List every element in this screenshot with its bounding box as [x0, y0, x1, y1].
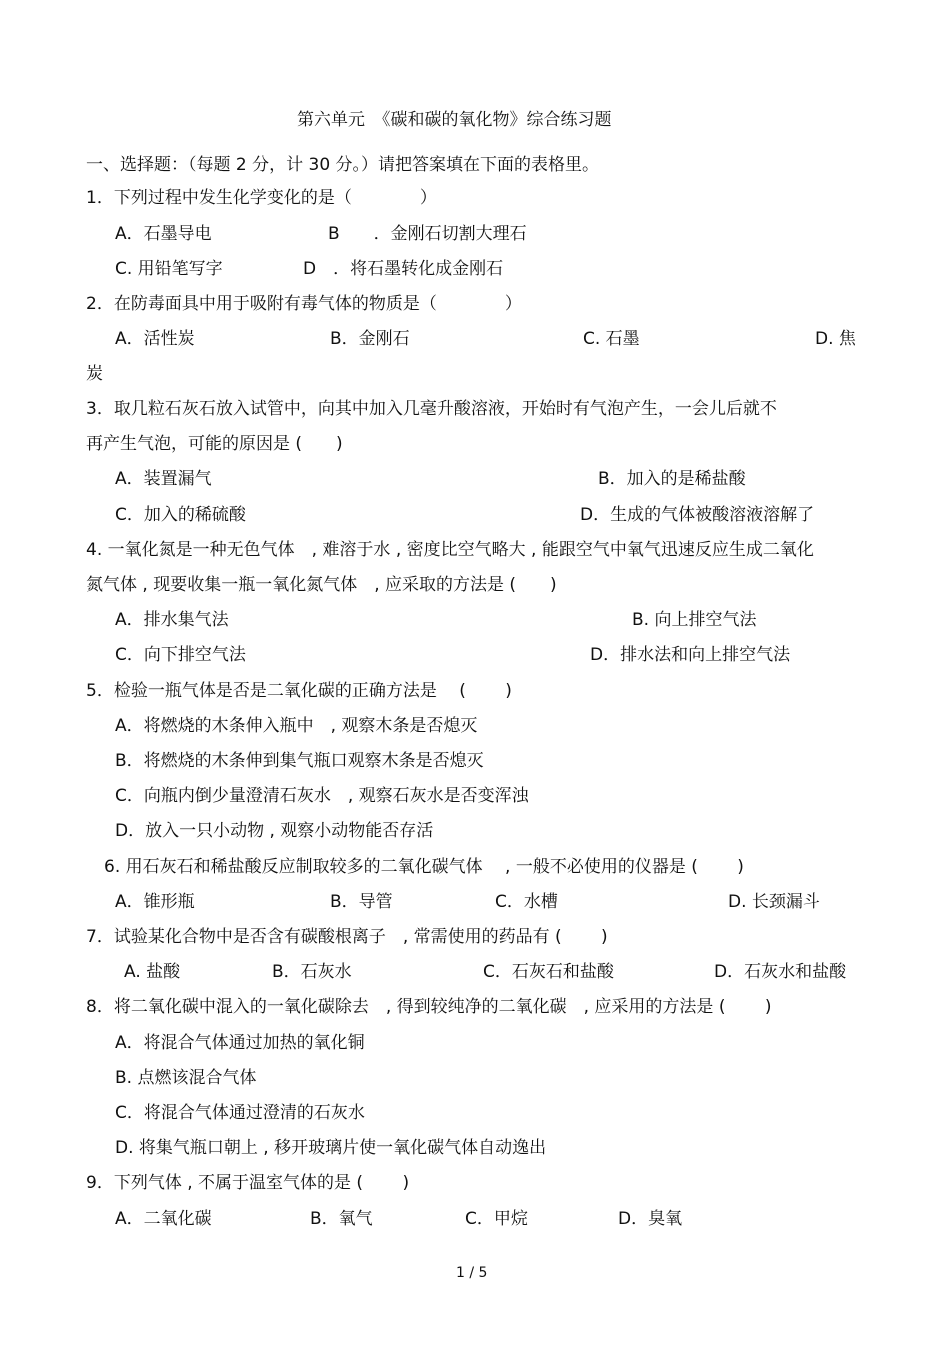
question-4-option-c: C．向下排空气法 — [115, 645, 246, 665]
question-4-stem-line-1: 4. 一氧化氮是一种无色气体 , 难溶于水 , 密度比空气略大 , 能跟空气中氧气迅速反应生成二氧化 — [86, 540, 814, 560]
question-3-stem-line-2: 再产生气泡，可能的原因是 ( ) — [86, 434, 343, 454]
question-5-option-a: A．将燃烧的木条伸入瓶中 , 观察木条是否熄灭 — [115, 716, 478, 736]
question-3-option-a: A．装置漏气 — [115, 469, 212, 489]
question-2-stem: 2．在防毒面具中用于吸附有毒气体的物质是（ ） — [86, 294, 522, 314]
question-9-stem: 9．下列气体 , 不属于温室气体的是 ( ) — [86, 1173, 410, 1193]
question-7-option-c: C．石灰石和盐酸 — [483, 962, 614, 982]
question-9-option-c: C．甲烷 — [465, 1209, 528, 1229]
question-7-option-a: A. 盐酸 — [124, 962, 181, 982]
question-1-stem: 1．下列过程中发生化学变化的是（ ） — [86, 188, 437, 208]
question-7-stem: 7．试验某化合物中是否含有碳酸根离子 , 常需使用的药品有 ( ) — [86, 927, 608, 947]
question-4-option-a: A．排水集气法 — [115, 610, 229, 630]
question-5-option-d: D．放入一只小动物 , 观察小动物能否存活 — [115, 821, 434, 841]
question-8-option-c: C．将混合气体通过澄清的石灰水 — [115, 1103, 365, 1123]
page-title: 第六单元 《碳和碳的氧化物》综合练习题 — [297, 110, 612, 130]
section-heading: 一、选择题：（每题 2 分，计 30 分。）请把答案填在下面的表格里。 — [86, 155, 600, 175]
question-6-option-b: B．导管 — [330, 892, 393, 912]
question-1-option-a: A．石墨导电 — [115, 224, 212, 244]
question-2-option-b: B．金刚石 — [330, 329, 410, 349]
question-5-option-b: B．将燃烧的木条伸到集气瓶口观察木条是否熄灭 — [115, 751, 484, 771]
question-2-option-d-wrap: 炭 — [86, 364, 103, 384]
question-8-option-b: B. 点燃该混合气体 — [115, 1068, 257, 1088]
question-9-option-a: A．二氧化碳 — [115, 1209, 212, 1229]
question-4-stem-line-2: 氮气体 , 现要收集一瓶一氧化氮气体 , 应采取的方法是 ( ) — [86, 575, 557, 595]
question-2-option-d: D. 焦 — [815, 329, 856, 349]
question-1-option-c: C. 用铅笔写字 — [115, 259, 223, 279]
question-9-option-b: B．氧气 — [310, 1209, 373, 1229]
question-7-option-d: D．石灰水和盐酸 — [714, 962, 847, 982]
question-1-option-b: B ．金刚石切割大理石 — [328, 224, 527, 244]
question-6-option-c: C．水槽 — [495, 892, 558, 912]
question-7-option-b: B．石灰水 — [272, 962, 352, 982]
question-8-option-d: D. 将集气瓶口朝上 , 移开玻璃片使一氧化碳气体自动逸出 — [115, 1138, 547, 1158]
question-1-option-d: D ．将石墨转化成金刚石 — [303, 259, 504, 279]
question-4-option-d: D．排水法和向上排空气法 — [590, 645, 791, 665]
question-2-option-c: C. 石墨 — [583, 329, 640, 349]
question-5-stem: 5．检验一瓶气体是否是二氧化碳的正确方法是 ( ) — [86, 681, 512, 701]
question-3-option-c: C．加入的稀硫酸 — [115, 505, 246, 525]
question-4-option-b: B. 向上排空气法 — [632, 610, 757, 630]
question-6-option-a: A．锥形瓶 — [115, 892, 195, 912]
question-8-option-a: A．将混合气体通过加热的氧化铜 — [115, 1033, 365, 1053]
question-6-stem: 6. 用石灰石和稀盐酸反应制取较多的二氧化碳气体 , 一般不必使用的仪器是 ( ) — [104, 857, 744, 877]
question-9-option-d: D．臭氧 — [618, 1209, 683, 1229]
question-5-option-c: C．向瓶内倒少量澄清石灰水 , 观察石灰水是否变浑浊 — [115, 786, 529, 806]
question-8-stem: 8．将二氧化碳中混入的一氧化碳除去 , 得到较纯净的二氧化碳 , 应采用的方法是 ( ) — [86, 997, 772, 1017]
page-number: 1 / 5 — [456, 1265, 488, 1281]
question-2-option-a: A．活性炭 — [115, 329, 195, 349]
question-3-option-d: D．生成的气体被酸溶液溶解了 — [580, 505, 815, 525]
question-3-option-b: B．加入的是稀盐酸 — [598, 469, 746, 489]
question-6-option-d: D. 长颈漏斗 — [728, 892, 820, 912]
question-3-stem-line-1: 3．取几粒石灰石放入试管中，向其中加入几毫升酸溶液，开始时有气泡产生，一会儿后就不 — [86, 399, 777, 419]
